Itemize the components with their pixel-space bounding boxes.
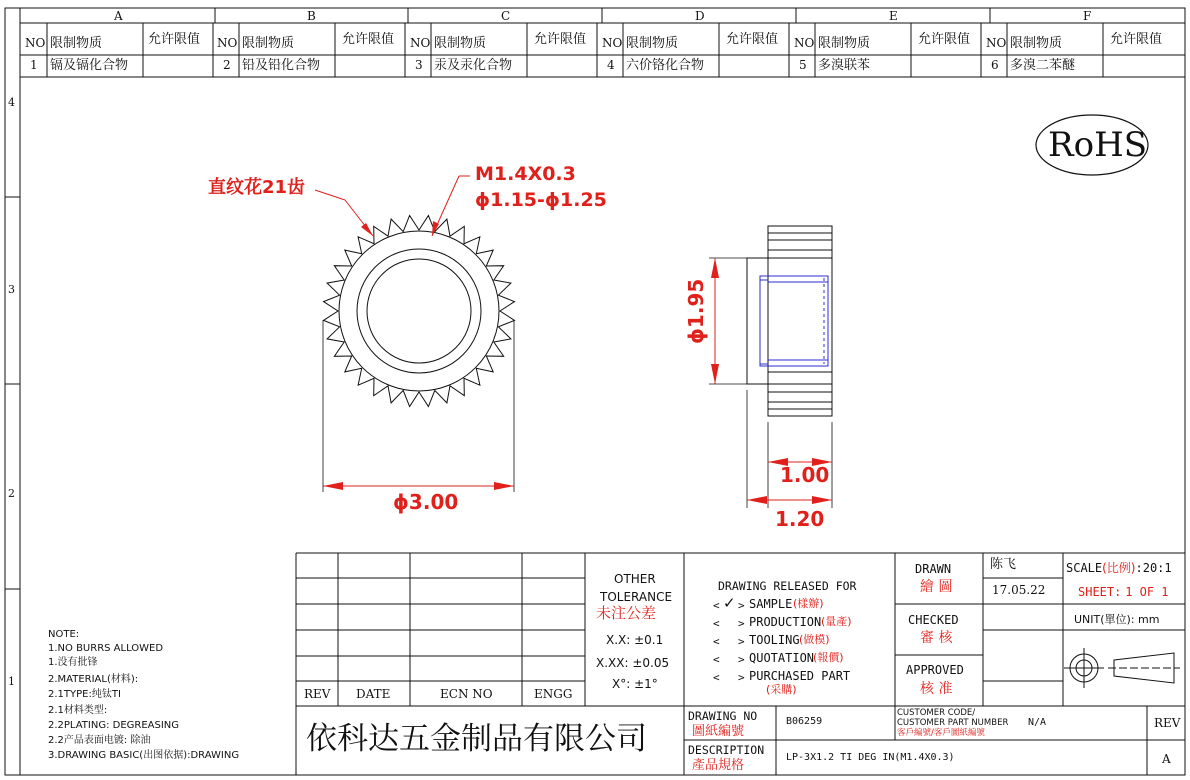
unit-field xyxy=(1074,611,1159,627)
column-label-a: A xyxy=(114,9,123,23)
company-name: 依科达五金制品有限公司 xyxy=(306,721,647,757)
substance-no: 2 xyxy=(223,58,231,72)
approved-label: APPROVED xyxy=(906,663,964,677)
tolerance-title-cn: 未注公差 xyxy=(596,604,657,622)
drawn-label: DRAWN xyxy=(915,562,952,576)
substance-header: 限制物质 xyxy=(50,36,103,51)
knurl-teeth xyxy=(324,216,515,407)
side-view xyxy=(709,226,832,416)
rev-value: A xyxy=(1162,752,1171,766)
substance-header: 限制物质 xyxy=(434,36,487,51)
description-value: LP-3X1.2 TI DEG IN(M1.4X0.3) xyxy=(786,752,955,763)
unit-label: UNIT( xyxy=(1074,613,1105,626)
checked-cn: 審 核 xyxy=(920,630,953,646)
sheet-value: 1 OF 1 xyxy=(1125,585,1169,599)
limit-header: 允许限值 xyxy=(726,32,779,47)
tolerance-x: X.X: ±0.1 xyxy=(606,633,664,647)
column-label-f: F xyxy=(1083,9,1092,23)
scale-value: :20:1 xyxy=(1135,561,1172,575)
tolerance-angle: X°: ±1° xyxy=(612,677,658,691)
description-cn: 產品規格 xyxy=(692,758,745,773)
checked-label: CHECKED xyxy=(908,613,959,627)
note-line: 1.没有批锋 xyxy=(48,657,98,668)
substance-name: 六价铬化合物 xyxy=(626,58,705,73)
column-label-c: C xyxy=(501,9,511,23)
substance-no: 6 xyxy=(991,58,999,72)
substance-no: 5 xyxy=(799,58,807,72)
outer-diameter-dimension: ϕ3.00 xyxy=(393,490,459,514)
drawing-no-label: DRAWING NO xyxy=(688,709,758,723)
substance-name: 铅及铅化合物 xyxy=(242,58,321,73)
inner-length-dimension: 1.00 xyxy=(780,463,830,487)
substance-no: 3 xyxy=(415,58,423,72)
unit-cn: 單位 xyxy=(1104,613,1127,626)
note-line: 3.DRAWING BASIC(出图依据):DRAWING xyxy=(48,750,240,761)
rohs-mark: RoHS xyxy=(1048,125,1148,165)
rev-header: REV xyxy=(304,687,331,701)
substance-header: 限制物质 xyxy=(242,36,295,51)
row-label-4: 4 xyxy=(8,96,15,109)
release-option-cn: (做模) xyxy=(799,633,830,646)
substance-no: 4 xyxy=(607,58,615,72)
sheet-label: SHEET: xyxy=(1078,585,1122,599)
customer-cn: 客戶編號/客戶圖紙編號 xyxy=(897,728,985,738)
thread-annotation: M1.4X0.3 xyxy=(475,163,576,185)
drawing-no-cn: 圖紙編號 xyxy=(692,724,745,739)
substance-name: 汞及汞化合物 xyxy=(434,58,513,73)
no-header: NO xyxy=(794,36,815,50)
thread-diameter-annotation: ϕ1.15-ϕ1.25 xyxy=(475,189,607,211)
release-option-label: PRODUCTION xyxy=(749,615,822,629)
limit-header: 允许限值 xyxy=(342,32,395,47)
limit-header: 允许限值 xyxy=(534,32,587,47)
ecn-header: ECN NO xyxy=(440,687,493,701)
substance-header: 限制物质 xyxy=(626,36,679,51)
release-option-cn: (報價) xyxy=(813,651,844,664)
substance-name: 多溴二苯醚 xyxy=(1010,58,1076,73)
drawn-name: 陈飞 xyxy=(990,557,1017,572)
row-label-2: 2 xyxy=(8,487,15,500)
side-diameter-dimension: ϕ1.95 xyxy=(684,278,708,344)
substance-header: 限制物质 xyxy=(1010,36,1063,51)
release-option-cn: (采購) xyxy=(766,683,797,696)
note-line: 2.1TYPE:纯钛TI xyxy=(48,689,121,700)
no-header: NO xyxy=(602,36,623,50)
no-header: NO xyxy=(25,36,46,50)
approved-cn: 核 准 xyxy=(920,681,953,697)
limit-header: 允许限值 xyxy=(918,32,971,47)
row-label-3: 3 xyxy=(8,283,15,296)
column-label-d: D xyxy=(695,9,705,23)
note-line: 2.2产品表面电镀: 除油 xyxy=(48,735,151,746)
note-line: 2.1材料类型: xyxy=(48,705,108,716)
sheet-field xyxy=(1078,585,1169,599)
substance-no: 1 xyxy=(30,58,38,72)
scale-field xyxy=(1066,559,1172,576)
customer-part-label: CUSTOMER PART NUMBER xyxy=(897,718,1009,728)
row-label-1: 1 xyxy=(8,675,15,688)
scale-label: SCALE xyxy=(1066,561,1103,575)
tolerance-xx: X.XX: ±0.05 xyxy=(596,656,670,670)
release-option-cn: (樣辦) xyxy=(793,597,824,610)
engg-header: ENGG xyxy=(534,687,573,701)
release-option-cn: (量產) xyxy=(821,615,852,628)
limit-header: 允许限值 xyxy=(148,32,201,47)
checkmark-icon: ✓ xyxy=(723,594,736,612)
release-option-label: PURCHASED PART xyxy=(749,669,851,683)
scale-cn: (比例) xyxy=(1102,561,1136,575)
tolerance-title-1: OTHER xyxy=(614,572,656,586)
rev-label: REV xyxy=(1154,716,1181,730)
customer-value: N/A xyxy=(1028,717,1047,728)
no-header: NO xyxy=(217,36,238,50)
knurl-annotation: 直纹花21齿 xyxy=(208,177,306,198)
release-option-label: QUOTATION xyxy=(749,651,815,665)
column-label-b: B xyxy=(307,9,316,23)
substance-name: 镉及镉化合物 xyxy=(50,58,129,73)
tolerance-title-2: TOLERANCE xyxy=(600,590,673,604)
substance-name: 多溴联苯 xyxy=(818,58,871,73)
substance-header: 限制物质 xyxy=(818,36,871,51)
drawn-date: 17.05.22 xyxy=(992,583,1046,597)
unit-value: ): mm xyxy=(1126,613,1160,626)
total-length-dimension: 1.20 xyxy=(775,507,825,531)
drawn-cn: 繪 圖 xyxy=(920,579,953,595)
release-title: DRAWING RELEASED FOR xyxy=(718,579,857,593)
notes-title: NOTE: xyxy=(48,629,80,640)
release-option-label: SAMPLE xyxy=(749,597,793,611)
release-option-label: TOOLING xyxy=(749,633,800,647)
customer-code-label: CUSTOMER CODE/ xyxy=(897,708,976,718)
note-line: 1.NO BURRS ALLOWED xyxy=(48,643,164,654)
no-header: NO xyxy=(986,36,1007,50)
column-label-e: E xyxy=(889,9,898,23)
note-line: 2.MATERIAL(材料): xyxy=(48,674,139,685)
no-header: NO xyxy=(410,36,431,50)
drawing-no: B06259 xyxy=(786,716,823,727)
description-label: DESCRIPTION xyxy=(688,743,765,757)
limit-header: 允许限值 xyxy=(1110,32,1163,47)
third-angle-projection-icon xyxy=(1064,640,1182,698)
date-header: DATE xyxy=(356,687,391,701)
front-view xyxy=(323,216,515,493)
note-line: 2.2PLATING: DEGREASING xyxy=(48,720,180,731)
